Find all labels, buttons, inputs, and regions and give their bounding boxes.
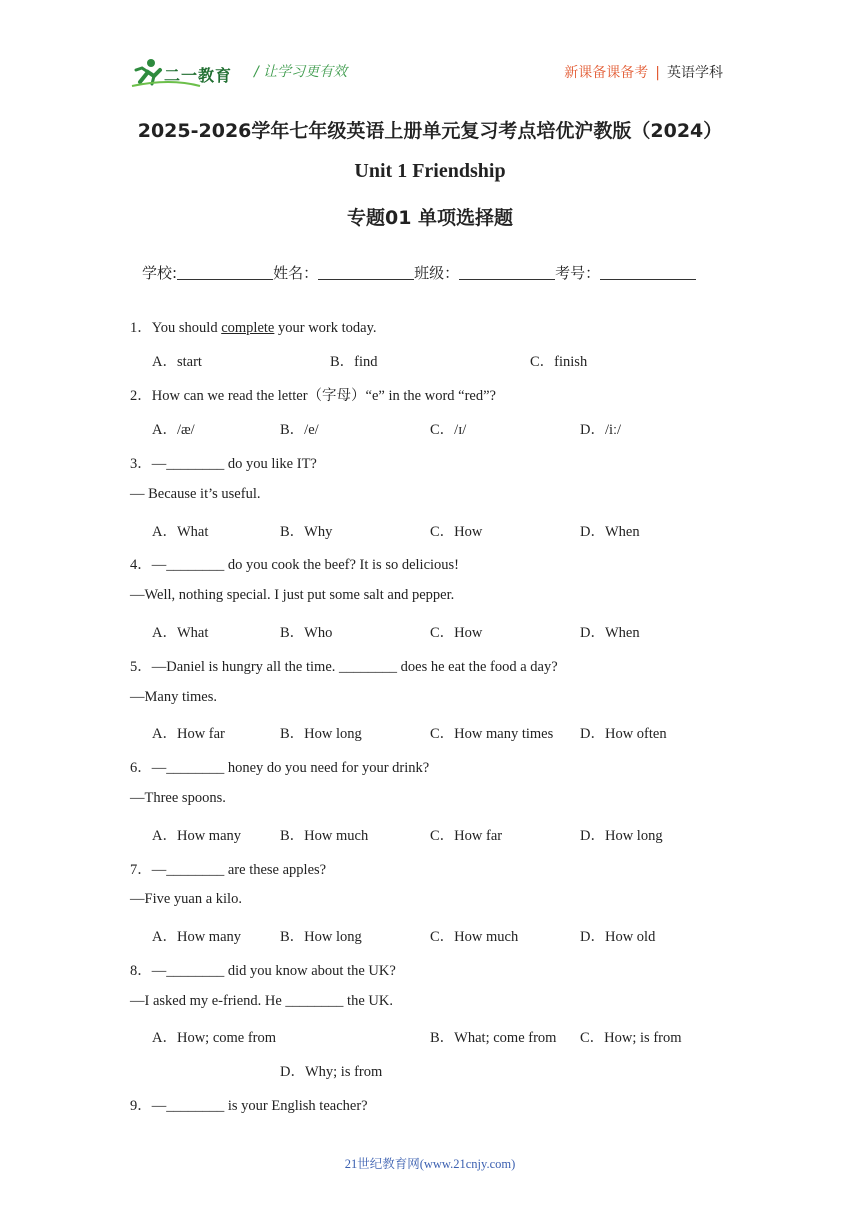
q5-option-b[interactable]: B．How long [280,726,362,742]
exam-no-label: 考号： [555,264,601,282]
q4-option-a[interactable]: A．What [152,625,209,641]
q5-option-d[interactable]: D．How often [580,726,667,742]
question-4-reply: —Well, nothing special. I just put some salt and pepper. [130,587,455,603]
question-5-reply: —Many times. [130,689,217,705]
question-8: 8．—________ did you know about the UK? [130,963,396,979]
exam-no-blank[interactable] [600,265,696,280]
question-1 [130,316,377,337]
q4-option-c[interactable]: C．How [430,625,483,641]
q2-option-b[interactable]: B．/e/ [280,422,319,438]
q2-option-d[interactable]: D．/iː/ [580,422,622,438]
q6-option-b[interactable]: B．How much [280,828,369,844]
q7-option-b[interactable]: B．How long [280,929,362,945]
question-1-text-b: your work today. [274,320,377,336]
q3-option-d[interactable]: D．When [580,524,640,540]
q7-option-c[interactable]: C．How much [430,929,519,945]
slogan: / 让学习更有效 [254,64,348,80]
question-1-text-a: 1．You should [130,320,222,336]
q2-option-a[interactable]: A．/æ/ [152,422,195,438]
question-6: 6．—________ honey do you need for your drink? [130,760,430,776]
question-9: 9．—________ is your English teacher? [130,1098,368,1114]
topic-title: 专题01 单项选择题 [346,207,514,229]
q5-option-a[interactable]: A．How far [152,726,225,742]
brand-logo [130,56,240,90]
q1-option-a[interactable]: A．start [152,354,202,370]
q3-option-a[interactable]: A．What [152,524,209,540]
q7-option-d[interactable]: D．How old [580,929,656,945]
question-3: 3．—________ do you like IT? [130,456,317,472]
question-4: 4．—________ do you cook the beef? It is so delicious! [130,557,460,573]
subject-tag [564,62,723,82]
q1-option-c[interactable]: C．finish [530,354,588,370]
tag-left: 新课备课备考 [564,65,649,81]
q4-option-d[interactable]: D．When [580,625,640,641]
q6-option-d[interactable]: D．How long [580,828,663,844]
class-label: 班级： [414,264,460,282]
question-6-reply: —Three spoons. [130,790,226,806]
q3-option-b[interactable]: B．Why [280,524,333,540]
question-8-reply: —I asked my e-friend. He ________ the UK. [130,993,393,1009]
q2-option-c[interactable]: C．/ɪ/ [430,422,467,438]
school-blank[interactable] [177,265,273,280]
q8-option-b[interactable]: B．What; come from [430,1030,557,1046]
q4-option-b[interactable]: B．Who [280,625,333,641]
q6-option-c[interactable]: C．How far [430,828,503,844]
page-header [130,56,730,92]
question-2: 2．How can we read the letter（字母）“e” in the word “red”? [130,388,496,404]
question-7: 7．—________ are these apples? [130,862,327,878]
q8-option-a[interactable]: A．How; come from [152,1030,277,1046]
tag-separator: | [655,65,660,81]
q8-option-c[interactable]: C．How; is from [580,1030,682,1046]
q7-option-a[interactable]: A．How many [152,929,242,945]
q1-option-b[interactable]: B．find [330,354,378,370]
name-blank[interactable] [318,265,414,280]
logo-text: 二一教育 [164,66,233,85]
q3-option-c[interactable]: C．How [430,524,483,540]
tag-right: 英语学科 [667,65,723,81]
question-3-reply: — Because it’s useful. [130,486,261,502]
question-7-reply: —Five yuan a kilo. [130,891,242,907]
q8-option-d[interactable]: D．Why; is from [280,1064,383,1080]
class-blank[interactable] [459,265,555,280]
school-label: 学校: [142,264,178,282]
student-info-line [142,262,696,283]
unit-title: Unit 1 Friendship [354,160,506,182]
q6-option-a[interactable]: A．How many [152,828,242,844]
document-title: 2025-2026学年七年级英语上册单元复习考点培优沪教版（2024） [137,120,723,142]
page-footer[interactable]: 21世纪教育网(www.21cnjy.com) [344,1157,516,1171]
question-1-underlined-word: complete [221,320,275,336]
name-label: 姓名： [273,264,319,282]
q5-option-c[interactable]: C．How many times [430,726,554,742]
question-5: 5．—Daniel is hungry all the time. ________ does he eat the food a day? [130,659,558,675]
